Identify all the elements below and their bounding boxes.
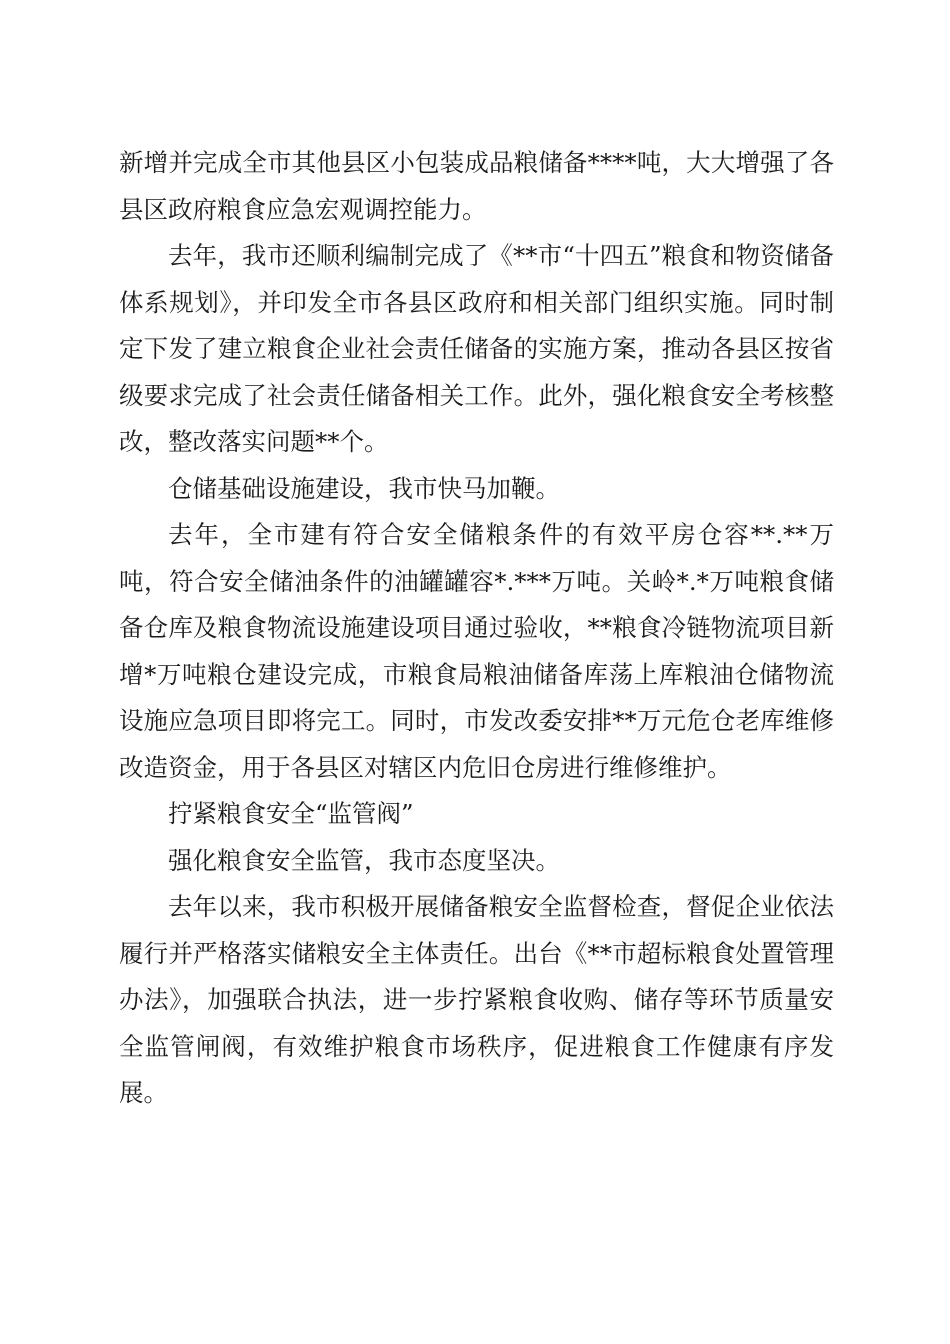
paragraph-storage-capacity: 去年，全市建有符合安全储粮条件的有效平房仓容**.**万吨，符合安全储油条件的油罐罐容*.***万吨。关岭*.*万吨粮食储备仓库及粮食物流设施建设项目通过验收，**粮食冷链物流项目新增*万吨粮仓建设完成，市粮食局粮油储备库荡上库粮油仓储物流设施应急项目即将完工。同时，市发改委安排**万元危仓老库维修改造资金，用于各县区对辖区内危旧仓房进行维修维护。 [119, 520, 834, 782]
paragraph-planning: 去年，我市还顺利编制完成了《**市“十四五”粮食和物资储备体系规划》，并印发全市各县区政府和相关部门组织实施。同时制定下发了建立粮食企业社会责任储备的实施方案，推动各县区按省级要求完成了社会责任储备相关工作。此外，强化粮食安全考核整改，整改落实问题**个。 [119, 241, 834, 456]
paragraph-supervision-detail: 去年以来，我市积极开展储备粮安全监督检查，督促企业依法履行并严格落实储粮安全主体责任。出台《**市超标粮食处置管理办法》，加强联合执法，进一步拧紧粮食收购、储存等环节质量安全监管闸阀，有效维护粮食市场秩序，促进粮食工作健康有序发展。 [119, 892, 834, 1107]
section-heading-supervision: 拧紧粮食安全“监管阀” [168, 799, 414, 828]
document-body [119, 140, 834, 1117]
paragraph-storage-heading: 仓储基础设施建设，我市快马加鞭。 [168, 473, 560, 503]
paragraph-continuation: 新增并完成全市其他县区小包装成品粮储备****吨，大大增强了各县区政府粮食应急宏观调控能力。 [119, 148, 834, 224]
paragraph-supervision-lead: 强化粮食安全监管，我市态度坚决。 [168, 845, 560, 875]
